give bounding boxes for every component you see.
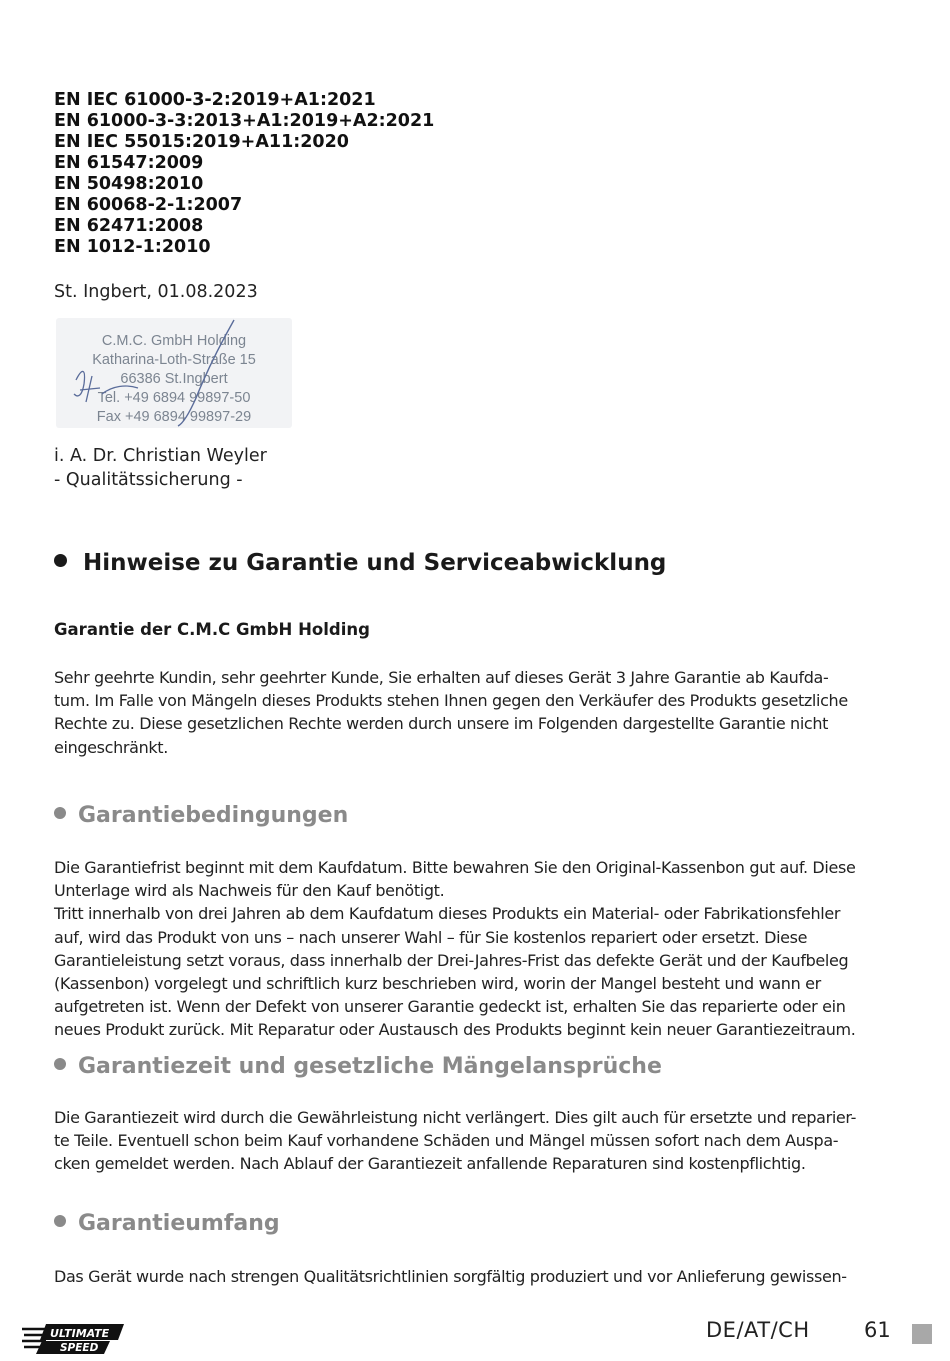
warranty-scope-paragraph [54,1265,899,1288]
text-line: tum. Im Falle von Mängeln dieses Produkts stehen Ihnen gegen den Verkäufer des Produkts gesetzliche [54,691,848,711]
text-line: cken gemeldet werden. Nach Ablauf der Garantiezeit anfallende Reparaturen sind kostenpflichtig. [54,1154,806,1174]
standard-item: EN 50498:2010 [54,174,204,194]
place-date: St. Ingbert, 01.08.2023 [54,282,258,302]
standard-item: EN 61547:2009 [54,153,204,173]
page-marker [912,1324,932,1344]
text-line: Garantieleistung setzt voraus, dass innerhalb der Drei-Jahres-Frist das defekte Gerät und der Kaufbeleg [54,950,849,970]
standard-item: EN 1012-1:2010 [54,237,211,257]
text-line: eingeschränkt. [54,737,168,757]
company-stamp [56,318,292,428]
page-number: 61 [864,1318,891,1342]
text-line: Tritt innerhalb von drei Jahren ab dem Kaufdatum dieses Produkts ein Material- oder Fabrikationsfehler [54,904,841,924]
standard-item: EN 61000-3-3:2013+A1:2019+A2:2021 [54,111,435,131]
logo-text-top: ULTIMATE [50,1327,110,1340]
text-line: te Teile. Eventuell schon beim Kauf vorhandene Schäden und Mängel müssen sofort nach dem Auspa- [54,1131,839,1151]
signer-block [54,444,267,492]
text-line: Die Garantiefrist beginnt mit dem Kaufdatum. Bitte bewahren Sie den Original-Kassenbon gut auf. Diese [54,858,856,877]
signer-name: i. A. Dr. Christian Weyler [54,446,267,466]
stamp-line: 66386 St.Ingbert [120,371,228,387]
warranty-period-paragraph [54,1106,899,1176]
text-line: auf, wird das Produkt von uns – nach unserer Wahl – für Sie kostenlos repariert oder ersetzt. Diese [54,927,808,947]
standard-item: EN 60068-2-1:2007 [54,195,243,215]
section-heading-conditions [54,803,348,828]
text-line: neues Produkt zurück. Mit Reparatur oder Austausch des Produkts beginnt kein neuer Garantiezeitraum. [54,1020,856,1040]
text-line: Sehr geehrte Kundin, sehr geehrter Kunde, Sie erhalten auf dieses Gerät 3 Jahre Garantie ab Kaufda- [54,668,829,687]
stamp-line: C.M.C. GmbH Holding [101,333,247,349]
stamp-line: Fax +49 6894 99897-29 [96,409,252,425]
heading-text: Garantiezeit und gesetzliche Mängelansprüche [78,1054,662,1079]
section-heading-warranty-scope [54,1211,280,1236]
heading-text: Garantieumfang [78,1211,280,1236]
heading-text: Garantiebedingungen [78,803,349,828]
stamp-line: Tel. +49 6894 99897-50 [97,390,251,406]
standard-item: EN 62471:2008 [54,216,204,236]
section-heading-warranty-period [54,1054,662,1079]
handwritten-signature [56,318,292,428]
text-line: Unterlage wird als Nachweis für den Kauf benötigt. [54,881,445,901]
standard-item: EN IEC 55015:2019+A11:2020 [54,132,349,152]
section-heading-warranty-service [54,550,666,576]
text-line: aufgetreten ist. Wenn der Defekt von unserer Garantie gedeckt ist, erhalten Sie das reparierte oder ein [54,997,846,1017]
bullet-icon [54,807,66,819]
text-line: Rechte zu. Diese gesetzlichen Rechte werden durch unsere im Folgenden dargestellte Garantie nicht [54,714,829,734]
bullet-icon [54,1058,66,1070]
heading-text: Hinweise zu Garantie und Serviceabwicklung [83,550,667,576]
intro-paragraph [54,666,899,759]
subheading-warranty-holder: Garantie der C.M.C GmbH Holding [54,620,370,639]
ultimate-speed-logo [20,1320,126,1358]
bullet-icon [54,554,67,567]
stamp-line: Katharina-Loth-Straße 15 [92,352,256,368]
text-line: Das Gerät wurde nach strengen Qualitätsrichtlinien sorgfältig produziert und vor Anlieferung gewissen- [54,1267,847,1286]
footer-region: DE/AT/CH [706,1318,810,1342]
text-line: (Kassenbon) vorgelegt und schriftlich kurz beschrieben wird, worin der Mangel besteht und wann er [54,974,821,994]
standard-item: EN IEC 61000-3-2:2019+A1:2021 [54,90,376,110]
signer-role: - Qualitätssicherung - [54,470,243,490]
standards-list [54,90,434,258]
bullet-icon [54,1215,66,1227]
conditions-paragraph [54,856,899,1042]
text-line: Die Garantiezeit wird durch die Gewährleistung nicht verlängert. Dies gilt auch für ersetzte und reparier- [54,1108,857,1127]
logo-text-bottom: SPEED [60,1342,99,1354]
